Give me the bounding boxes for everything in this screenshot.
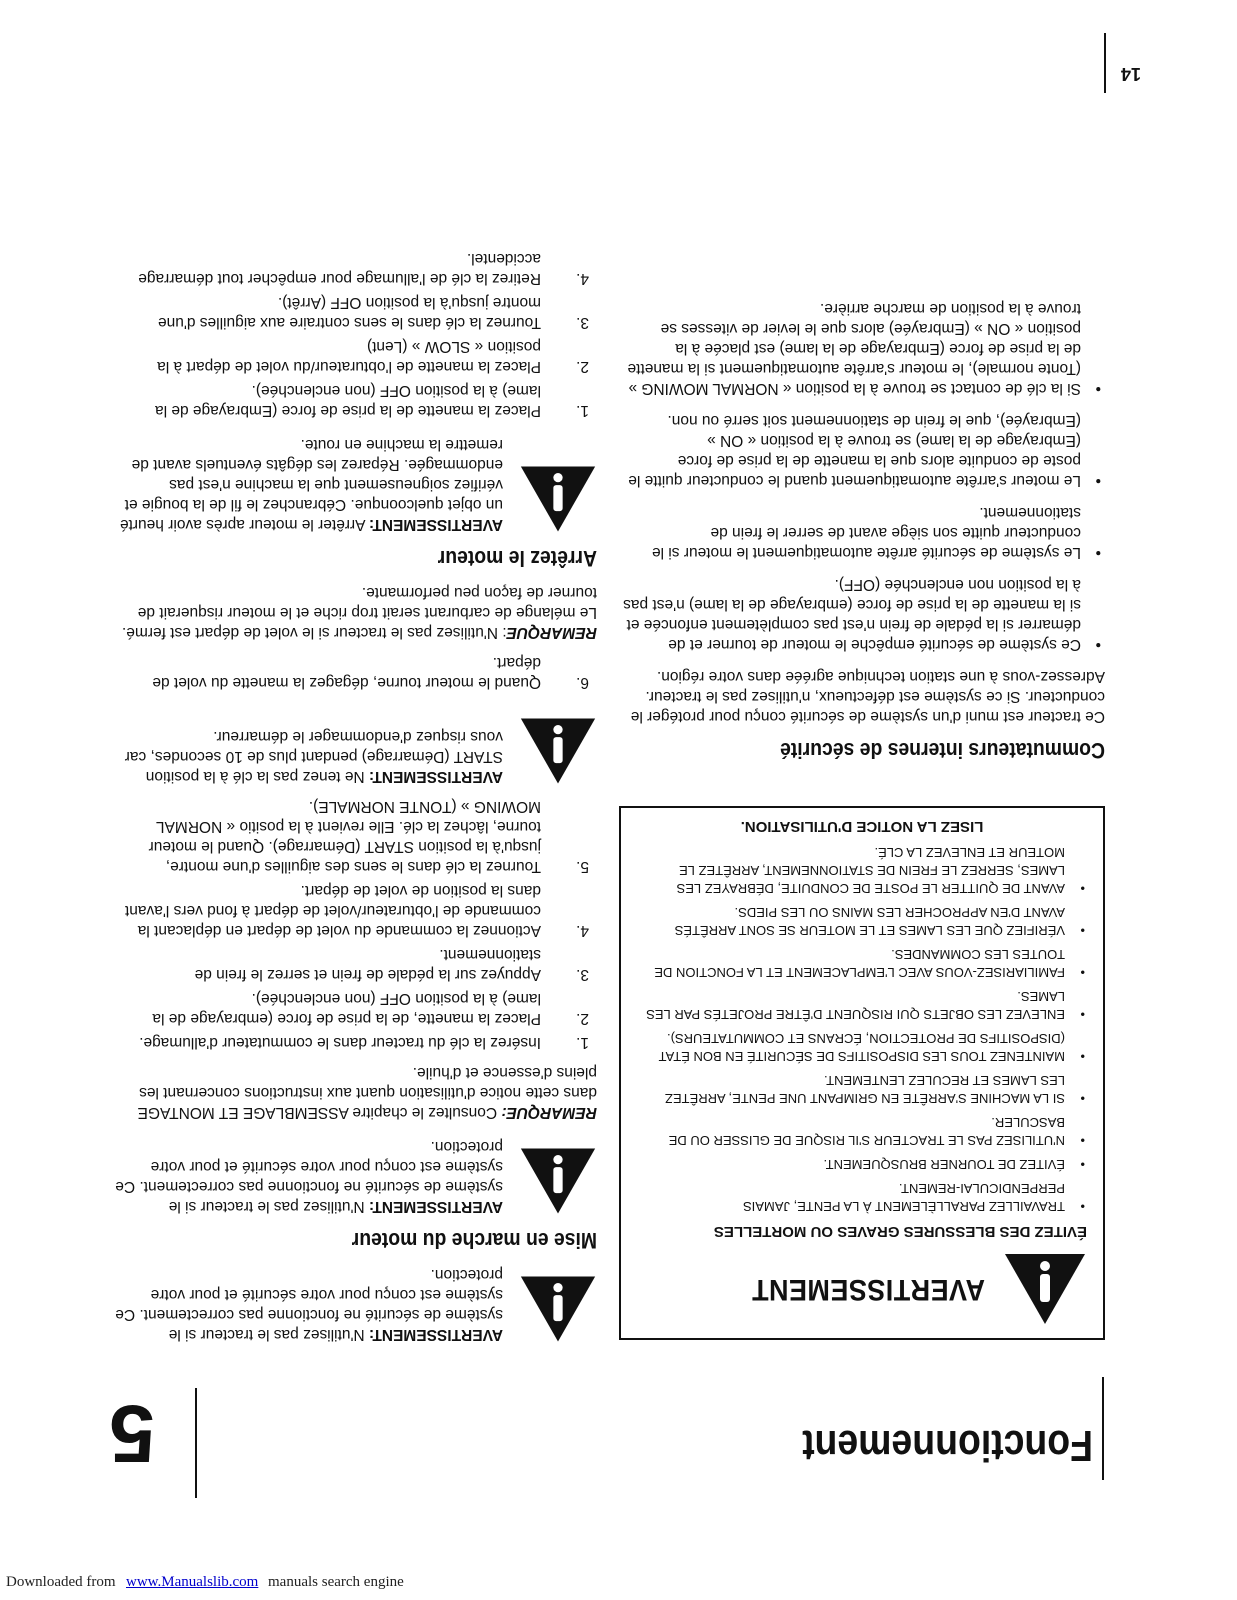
general-warning bbox=[113, 1264, 597, 1344]
step-number: 4. bbox=[576, 922, 589, 939]
note-label: REMARQUE bbox=[506, 624, 597, 641]
step-text: Appuyez sur la pédale de frein et serrez le frein de stationnement. bbox=[194, 946, 541, 983]
safety-switches-section bbox=[619, 286, 1105, 763]
header-left-divider bbox=[1102, 1377, 1104, 1480]
step-text: Insérez la clé du tracteur dans le commutateur d'allumage. bbox=[139, 1034, 541, 1051]
step-text: Placez la manette de l'obturateur/du volet de départ à la position « SLOW » (Lent) bbox=[157, 338, 541, 375]
step-text: Placez la manette de la prise de force (Embrayage de la lame) à la position OFF (non enclenchée). bbox=[155, 382, 541, 419]
warning-text: Ne tenez pas la clé à la position START (Démarrage) pendant plus de 10 secondes, car vous risquez d'endommager le démarreur. bbox=[124, 728, 503, 785]
list-item bbox=[113, 1032, 597, 1052]
start-warning bbox=[113, 1136, 597, 1216]
warning-text: Arrêter le moteur après avoir heurté un objet quelcoonque. Cébranchez le fil de la bougie et vérifiez soigneusement que la machine n'est pas endommagée. Réparez les dégâts éventuels avant de remettre la machine en route. bbox=[119, 436, 503, 533]
step-number: 1. bbox=[576, 402, 589, 419]
list-item: • VÉRIFIEZ QUE LES LAMES ET LE MOTEUR SE SONT ARRÊTÉS AVANT D'EN APPROCHER LES MAINS OU LES PIEDS. bbox=[637, 903, 1087, 939]
step-number: 6. bbox=[576, 674, 589, 691]
start-steps-continued bbox=[113, 652, 597, 692]
list-item bbox=[113, 988, 597, 1028]
list-item bbox=[113, 652, 597, 692]
warning-triangle-icon bbox=[519, 716, 597, 786]
page-title: Fonctionnement bbox=[802, 1421, 1093, 1470]
step-number: 2. bbox=[576, 358, 589, 375]
warning-text: N'utilisez pas le tracteur si le système de sécurité ne fonctionne pas correctement. Ce système est conçu pour votre sécurité et pour votre protection. bbox=[115, 1266, 503, 1343]
safety-intro: Ce tracteur est muni d'un système de sécurité conçu pour protéger le conducteur. Si ce système est défectueux, n'utilisez pas le tracteur. Adressez-vous à une station technique agréée dans votre région. bbox=[630, 668, 1105, 725]
page-number: 14 bbox=[1120, 64, 1141, 84]
safety-heading: Commutateurs internes de sécurité bbox=[780, 738, 1105, 763]
start-heading: Mise en marche du moteur bbox=[351, 1228, 597, 1253]
warning-box-title: AVERTISSEMENT bbox=[751, 1273, 985, 1306]
start-steps bbox=[113, 796, 597, 1052]
warning-box bbox=[619, 806, 1105, 1340]
step-number: 3. bbox=[576, 314, 589, 331]
warning-label: AVERTISSEMENT: bbox=[368, 768, 503, 785]
starter-warning bbox=[113, 706, 597, 786]
list-item bbox=[113, 880, 597, 940]
chapter-number: 5 bbox=[109, 1388, 155, 1479]
list-item bbox=[113, 944, 597, 984]
download-footer bbox=[0, 1568, 1237, 1600]
list-item: • TRAVAILLEZ PARALLÈLEMENT À LA PENTE, JAMAIS PERPENDICULAI-REMENT. bbox=[637, 1179, 1087, 1215]
list-item: • ÉVITEZ DE TOURNER BRUSQUEMENT. bbox=[637, 1155, 1087, 1173]
step-text: Quand le moteur tourne, dégagez la manette du volet de départ. bbox=[152, 654, 541, 691]
start-note bbox=[113, 1062, 597, 1122]
choke-note bbox=[113, 582, 597, 642]
step-number: 5. bbox=[576, 858, 589, 875]
warning-triangle-icon bbox=[519, 1274, 597, 1344]
step-text: Retirez la clé de l'allumage pour empêcher tout démarrage accidentel. bbox=[138, 250, 541, 287]
warning-box-list bbox=[637, 843, 1087, 1215]
step-number: 1. bbox=[576, 1034, 589, 1051]
warning-triangle-icon bbox=[1003, 1252, 1087, 1326]
list-item: • Ce système de sécurité empêche le moteur de tourner et de démarrer si la pédale de frein n'est pas complètement enfoncée et si la manette de la prise de force (embrayage de la lame) n'est pas à la position non enclenchée (OFF). bbox=[619, 574, 1105, 654]
step-text: Tournez la clé dans le sens des aiguilles d'une montre, jusqu'à la position START (Démarrage). Quand le moteur tourne, lâchez la clé. Elle revient à la positio « NORMAL MOWING » (TONTE NORMALE). bbox=[148, 798, 541, 875]
step-number: 3. bbox=[576, 966, 589, 983]
list-item: • FAMILIARISEZ-VOUS AVEC L'EMPLACEMENT ET LA FONCTION DE TOUTES LES COMMANDES. bbox=[637, 945, 1087, 981]
list-item: • AVANT DE QUITTER LE POSTE DE CONDUITE, DÉBRAYEZ LES LAMES, SERREZ LE FREIN DE STATIONNEMENT, ARRÊTEZ LE MOTEUR ET ENLEVEZ LA CLÉ. bbox=[637, 843, 1087, 897]
warning-box-closing: LISEZ LA NOTICE D'UTILISATION. bbox=[740, 818, 984, 835]
step-text: Tournez la clé dans le sens contraire aux aiguilles d'une montre jusqu'à la position OFF (Arrêt). bbox=[158, 294, 541, 331]
list-item: • N'UTILISEZ PAS LE TRACTEUR S'IL RISQUE DE GLISSER OU DE BASCULER. bbox=[637, 1113, 1087, 1149]
list-item: • SI LA MACHINE S'ARRÊTE EN GRIMPANT UNE PENTE, ARRÊTEZ LES LAMES ET RECULEZ LENTEMENT. bbox=[637, 1071, 1087, 1107]
footer-suffix: manuals search engine bbox=[268, 1574, 404, 1590]
footer-prefix: Downloaded from bbox=[6, 1574, 116, 1590]
warning-triangle-icon bbox=[519, 464, 597, 534]
manualslib-link[interactable]: www.Manualslib.com bbox=[126, 1574, 259, 1590]
warning-label: AVERTISSEMENT: bbox=[368, 1198, 503, 1215]
list-item: • MAINTENEZ TOUS LES DISPOSITIFS DE SÉCURITÉ EN BON ÉTAT (DISPOSITIFS DE PROTECTION, ÉCRANS ET COMMUTATEURS). bbox=[637, 1029, 1087, 1065]
list-item bbox=[113, 248, 597, 288]
stop-warning bbox=[113, 434, 597, 534]
note-label: REMARQUE: bbox=[501, 1104, 597, 1121]
step-number: 2. bbox=[576, 1010, 589, 1027]
safety-bullets bbox=[619, 298, 1105, 654]
warning-box-subtitle: ÉVITEZ DES BLESSURES GRAVES OU MORTELLES bbox=[713, 1223, 1087, 1240]
note-text: : N'utilisez pas le tracteur si le volet de départ est fermé. Le mélange de carburant serait trop riche et le moteur risquerait de tourner de façon peu performante. bbox=[121, 584, 597, 641]
warning-text: N'utilisez pas le tracteur si le système de sécurité ne fonctionne pas correctement. Ce système est conçu pour votre sécurité et pour votre protection. bbox=[115, 1138, 503, 1215]
warning-label: AVERTISSEMENT: bbox=[368, 1326, 503, 1343]
list-item: • Si la clé de contact se trouve à la position « NORMAL MOWING » (Tonte normale), le moteur s'arrête automatiquement si la manette de la prise de force (Embrayage de la lame) est placée à la position « ON » (Embrayée) alors que le levier de vitesses se trouve à la position de marche arrière. bbox=[619, 298, 1105, 398]
step-number: 4. bbox=[576, 270, 589, 287]
footer-divider bbox=[1104, 33, 1106, 93]
header-right-divider bbox=[195, 1388, 197, 1498]
list-item bbox=[113, 380, 597, 420]
warning-label: AVERTISSEMENT: bbox=[368, 516, 503, 533]
stop-heading: Arrêtez le moteur bbox=[437, 546, 597, 571]
list-item: • Le système de sécurité arrête automatiquement le moteur si le conducteur quitte son siège avant de serrer le frein de stationnement. bbox=[619, 502, 1105, 562]
warning-triangle-icon bbox=[519, 1146, 597, 1216]
list-item bbox=[113, 292, 597, 332]
step-text: Actionnez la commande du volet de départ en déplacant la commande de l'obturateur/volet de départ à fond vers l'avant dans la position de volet de départ. bbox=[124, 882, 541, 939]
start-stop-column bbox=[113, 238, 597, 1344]
list-item bbox=[113, 336, 597, 376]
step-text: Placez la manette, de la prise de force (embrayage de la lame) à la position OFF (non enclenchée). bbox=[152, 990, 541, 1027]
list-item bbox=[113, 796, 597, 876]
list-item: • Le moteur s'arrête automatiquement quand le conducteur quitte le poste de conduite alors que la manette de la prise de force (Embrayage de la lame) se trouve à la position « ON » (Embrayée), que le frein de stationnement soit serré ou non. bbox=[619, 410, 1105, 490]
stop-steps bbox=[113, 248, 597, 420]
list-item: • ENLEVEZ LES OBJETS QUI RISQUENT D'ÊTRE PROJETÉS PAR LES LAMES. bbox=[637, 987, 1087, 1023]
note-text: Consultez le chapitre ASSEMBLAGE ET MONTAGE dans cette notice d'utilisation quant aux instructions concernant les pleins d'essence et d'huile. bbox=[137, 1064, 597, 1121]
